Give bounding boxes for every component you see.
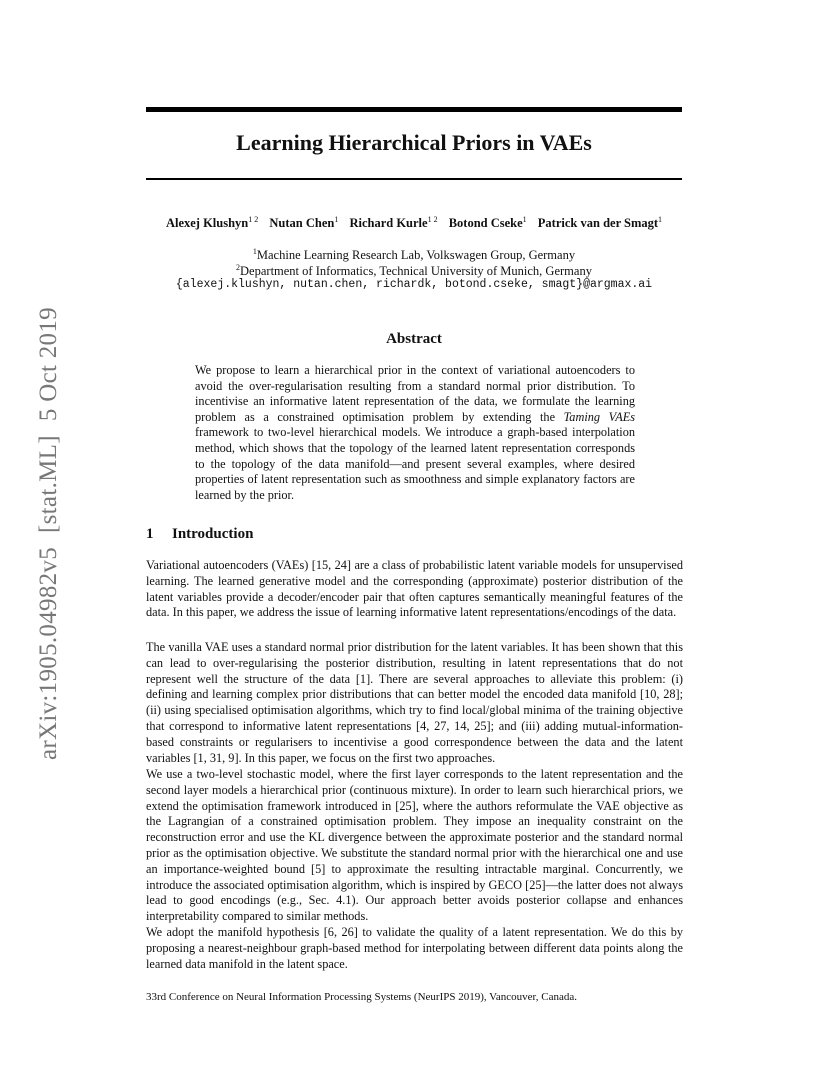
affiliation: $^1$Machine Learning Research Lab, Volkswagen Group, Germany <box>252 247 576 263</box>
author-list <box>146 215 682 231</box>
section-heading: 1 Introduction <box>146 526 254 542</box>
author: Richard Kurle$^{1 2}$ <box>349 215 438 231</box>
paper-title: Learning Hierarchical Priors in VAEs <box>236 130 592 155</box>
conference-footer: 33rd Conference on Neural Information Processing Systems (NeurIPS 2019), Vancouver, Canada. <box>146 991 578 1003</box>
arxiv-date: 5 Oct 2019 <box>35 307 62 422</box>
arxiv-sidebar <box>35 293 63 760</box>
title-bottom-rule <box>146 178 682 180</box>
body-paragraph: The vanilla VAE uses a standard normal prior distribution for the latent variables. It has been shown that this can lead to over-regularising the posterior distribution, resulting in latent representations that do not represent well the structure of the data [1]. There are several approaches to alleviate this problem: (i) defining and learning complex prior distributions that can better model the encoded data manifold [10, 28]; (ii) using specialised optimisation algorithms, which try to find local/global minima of the training objective that correspond to informative latent representations [4, 27, 14, 25]; and (iii) adding mutual-information-based constraints or regularisers to incentivise a good correspondence between the data and the latent variables [1, 31, 9]. In this paper, we focus on the first two approaches. <box>146 640 683 765</box>
author-emails: {alexej.klushyn, nutan.chen, richardk, botond.cseke, smagt}@argmax.ai <box>175 278 653 291</box>
body-paragraph: Variational autoencoders (VAEs) [15, 24] are a class of probabilistic latent variable models for unsupervised learning. The learned generative model and the corresponding (approximate) posterior distribution of the latent variables provide a decoder/encoder pair that often captures semantically meaningful features of the data. In this paper, we address the issue of learning informative latent representations/encodings of the data. <box>146 558 683 620</box>
affiliation: $^2$Department of Informatics, Technical University of Munich, Germany <box>236 263 592 279</box>
arxiv-id: arXiv:1905.04982v5 <box>35 546 62 760</box>
author: Nutan Chen$^1$ <box>269 215 339 231</box>
abstract-text: We propose to learn a hierarchical prior in the context of variational autoencoders to avoid the over-regularisation resulting from a standard normal prior distribution. To incentivise an informative latent representation of the data, we formulate the learning problem as a constrained optimisation problem by extending the Taming VAEs framework to two-level hierarchical models. We introduce a graph-based interpolation method, which shows that the topology of the learned latent representation corresponds to the topology of the data manifold—and present several examples, where desired properties of latent representation such as smoothness and simple explanatory factors are learned by the prior. <box>195 363 636 502</box>
author: Botond Cseke$^1$ <box>448 215 527 231</box>
author: Patrick van der Smagt$^1$ <box>537 215 663 231</box>
arxiv-category: [stat.ML] <box>35 435 62 533</box>
title-top-rule <box>146 107 682 112</box>
body-paragraph: We adopt the manifold hypothesis [6, 26] to validate the quality of a latent representation. We do this by proposing a nearest-neighbour graph-based method for interpolating between different data points along the learned data manifold in the latent space. <box>146 925 683 971</box>
body-paragraph: We use a two-level stochastic model, where the first layer corresponds to the latent representation and the second layer models a hierarchical prior (continuous mixture). In order to learn such hierarchical priors, we extend the optimisation framework introduced in [25], where the authors reformulate the VAE objective as the Lagrangian of a constrained optimisation problem. They impose an inequality constraint on the reconstruction error and use the KL divergence between the approximate posterior and the standard normal prior as the optimisation objective. We substitute the standard normal prior with the hierarchical one and use an importance-weighted bound [5] to approximate the resulting intractable marginal. Concurrently, we introduce the associated optimisation algorithm, which is inspired by GECO [25]—the latter does not always lead to good encodings (e.g., Sec. 4.1). Our approach better avoids posterior collapse and enhances interpretability compared to similar methods. <box>146 767 683 924</box>
abstract-heading: Abstract <box>386 331 442 347</box>
author: Alexej Klushyn$^{1 2}$ <box>165 215 259 231</box>
